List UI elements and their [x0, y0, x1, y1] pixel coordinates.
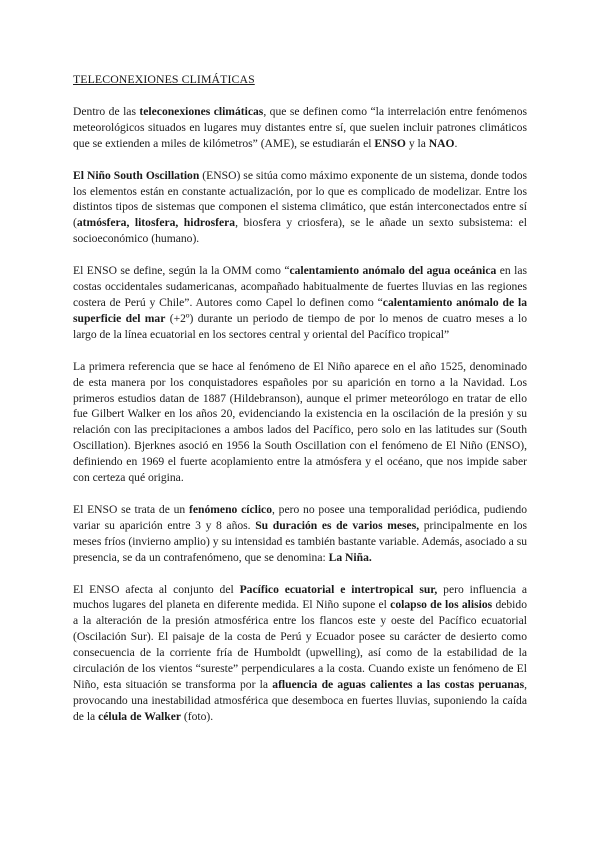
bold-text: colapso de los alisios — [390, 598, 493, 612]
text: , provocando una inestabilidad atmosférica que desemboca en fuertes lluvias, suponiendo la caída de la — [73, 678, 527, 723]
text: Dentro de las — [73, 104, 140, 118]
bold-text: El Niño South Oscillation — [73, 168, 200, 182]
text: en las costas occidentales sudamericanas, acompañado habitualmente de fuertes lluvias en las regiones costera de Perú y Chile”. Autores como Capel lo definen como “ — [73, 264, 527, 309]
bold-text: calentamiento anómalo del agua oceánica — [289, 264, 497, 278]
text: , que se definen como “la interrelación entre fenómenos meteorológicos situados en lugares muy distantes entre sí, que suelen incluir patrones climáticos que se extienden a miles de kilómetros” (AME), se estudiarán el — [73, 104, 528, 150]
text: y la — [405, 136, 429, 150]
paragraph-effects — [73, 582, 527, 725]
bold-text: calentamiento anómalo de la superficie del mar — [73, 295, 527, 325]
text: (foto). — [180, 709, 214, 723]
paragraph-enso-definition — [73, 263, 527, 343]
bold-text: Su duración es de varios meses, — [255, 518, 420, 532]
bold-text: NAO — [428, 136, 455, 150]
text: El ENSO afecta al conjunto del — [73, 582, 240, 596]
paragraph-enso-system — [73, 168, 527, 248]
text: , pero no posee una temporalidad periódica, pudiendo variar su aparición entre 3 y 8 años. — [73, 502, 527, 532]
text: , biosfera y criosfera), se le añade un sexto subsistema: el socioeconómico (humano). — [73, 216, 527, 246]
text: pero influencia a muchos lugares del planeta en diferente medida. El Niño supone el — [73, 582, 527, 612]
paragraph-cyclic — [73, 502, 527, 566]
paragraph-intro — [73, 104, 527, 152]
bold-text: célula de Walker — [98, 709, 181, 723]
text: debido a la alteración de la presión atmosférica entre los flancos este y oeste del Pacífico ecuatorial (Oscilación Sur). El paisaje de la costa de Perú y Ecuador posee su carácter de desierto como consecuencia de la corriente fría de Humboldt (upwelling), así como de la estabilidad de la circulación de los vientos “sureste” perpendiculares a la costa. Cuando existe un fenómeno de El Niño, esta situación se transforma por la — [73, 598, 527, 691]
bold-text: Pacífico ecuatorial e intertropical sur, — [239, 582, 438, 596]
text: principalmente en los meses fríos (invierno amplio) y su intensidad es también bastante variable. Además, asociado a su presencia, se da un contrafenómeno, que se denomina: — [73, 518, 528, 564]
bold-text: atmósfera, litosfera, hidrosfera — [76, 216, 236, 230]
document-page — [73, 72, 527, 741]
text: La primera referencia que se hace al fenómeno de El Niño aparece en el año 1525, denominado de esta manera por los conquistadores españoles por su aparición en torno a la Navidad. Los primeros estudios datan de 1887 (Hildebranson), aunque el primer meteorólogo en tratar de ello fue Gilbert Walker en los años 20, evidenciando la existencia en la oscilación de la presión y su relación con las precipitaciones a ambos lados del Pacífico, pero solo en las latitudes sur (South Oscillation). Bjerknes asoció en 1956 la South Oscillation con el fenómeno de El Niño (ENSO), definiendo en 1969 el fuerte acoplamiento entre la atmósfera y el océano, que nos impide saber con certeza qué origina. — [73, 359, 527, 485]
text: (ENSO) se sitúa como máximo exponente de un sistema, donde todos los elementos están en constante actualización, por lo que es complicado de modelizar. Entre los distintos tipos de sistemas que componen el sistema climático, que están interconectados entre sí ( — [73, 168, 528, 230]
text: El ENSO se define, según la la OMM como “ — [73, 264, 290, 278]
document-title: TELECONEXIONES CLIMÁTICAS — [73, 72, 255, 86]
paragraph-history — [73, 359, 527, 486]
text: . — [454, 136, 458, 150]
bold-text: fenómeno cíclico — [189, 502, 272, 516]
bold-text: ENSO — [374, 136, 406, 150]
bold-text: teleconexiones climáticas — [139, 104, 264, 118]
text: El ENSO se trata de un — [73, 502, 190, 516]
bold-text: La Niña. — [328, 550, 372, 564]
bold-text: afluencia de aguas calientes a las costas peruanas — [272, 678, 525, 691]
text: (+2º) durante un periodo de tiempo de por lo menos de cuatro meses a lo largo de la línea ecuatorial en los sectores central y oriental del Pacífico tropical” — [73, 311, 527, 341]
